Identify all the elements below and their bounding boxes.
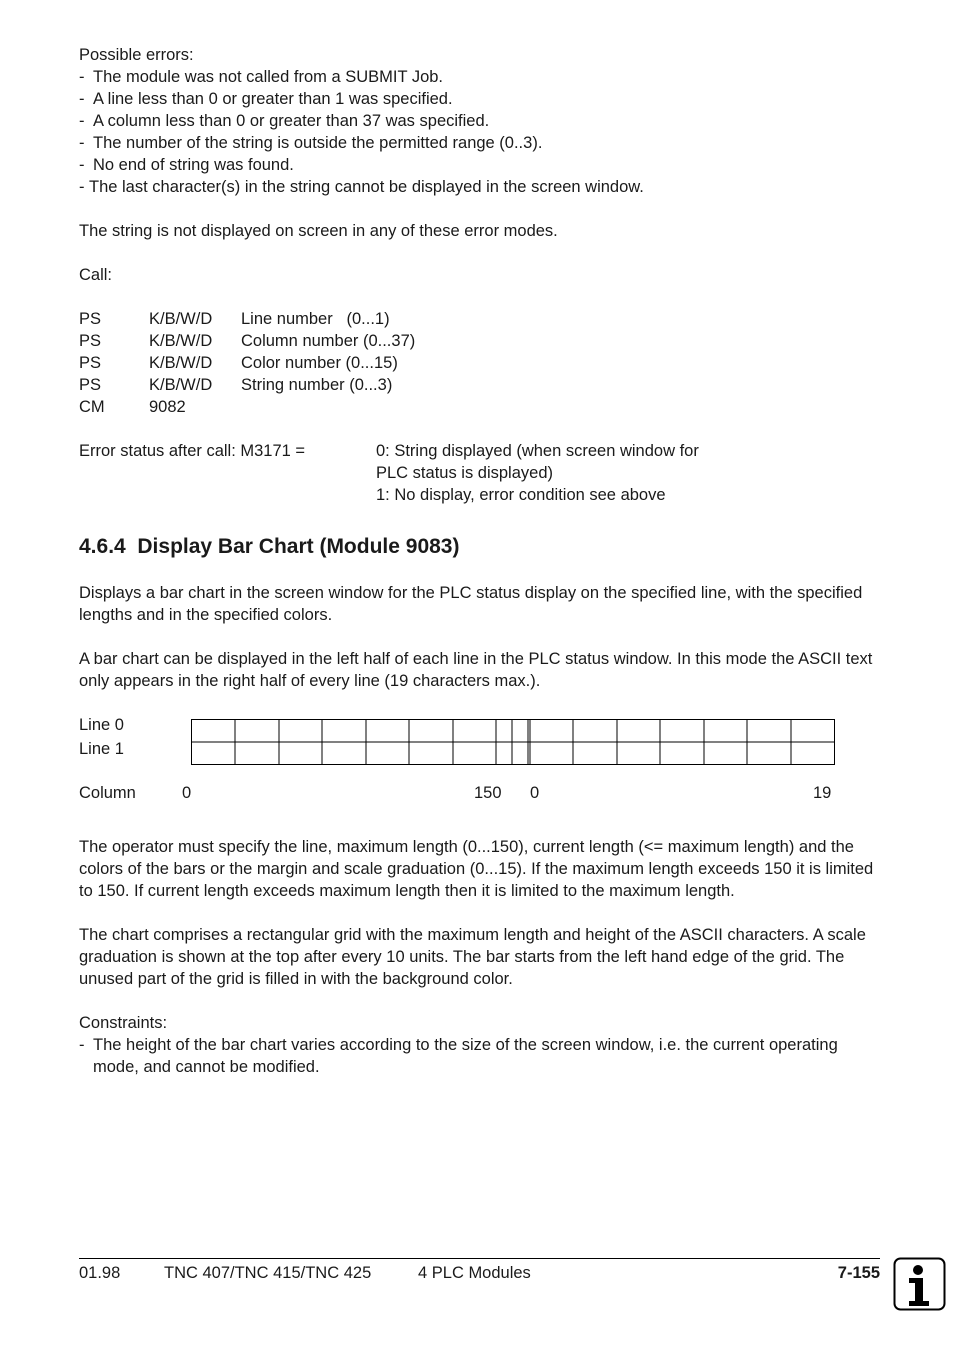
footer-product: TNC 407/TNC 415/TNC 425 — [164, 1264, 372, 1282]
error-status — [79, 440, 879, 506]
error-status-line: 1: No display, error condition see above — [376, 486, 666, 504]
footer-chapter: 4 PLC Modules — [418, 1264, 531, 1282]
error-item: - The number of the string is outside the permitted range (0..3). — [79, 134, 543, 152]
character-grid — [191, 719, 837, 767]
paragraph-half-line: A bar chart can be displayed in the left half of each line in the PLC status window. In this mode the ASCII text only appears in the right half of every line (19 characters max.). — [79, 650, 873, 690]
call-row: PS K/B/W/D String number (0...3) — [79, 376, 393, 394]
call-block — [79, 264, 879, 418]
diagram-tick-0b: 0 — [530, 784, 540, 802]
possible-errors — [79, 44, 879, 242]
diagram-line0-label: Line 0 — [79, 716, 124, 734]
paragraph-grid: The chart comprises a rectangular grid with the maximum length and height of the ASCII characters. A scale graduation is shown at the top after every 10 units. The bar starts from the left hand edge of the grid. The unused part of the grid is filled in with the background color. — [79, 926, 866, 988]
page-number: 7-155 — [837, 1264, 880, 1282]
error-status-line: PLC status is displayed) — [376, 464, 553, 482]
call-row: CM 9082 — [79, 398, 186, 416]
paragraph-operator: The operator must specify the line, maximum length (0...150), current length (<= maximum length) and the colors of the bars or the margin and scale graduation (0...15). If the maximum length exceeds 150 it is limited to 150. If current length exceeds maximum length then it is limited to the maximum length. — [79, 838, 874, 900]
call-row: PS K/B/W/D Line number (0...1) — [79, 310, 390, 328]
footer-date: 01.98 — [79, 1264, 121, 1282]
call-row: PS K/B/W/D Column number (0...37) — [79, 332, 416, 350]
page-footer — [79, 1258, 880, 1282]
error-item: - No end of string was found. — [79, 156, 294, 174]
error-item: - The module was not called from a SUBMIT Job. — [79, 68, 444, 86]
info-icon — [893, 1257, 947, 1313]
errors-note: The string is not displayed on screen in any of these error modes. — [79, 222, 558, 240]
error-status-label: Error status after call: M3171 = — [79, 442, 306, 460]
diagram-line1-label: Line 1 — [79, 740, 124, 758]
error-item: - The last character(s) in the string cannot be displayed in the screen window. — [79, 178, 644, 196]
constraints-title: Constraints: — [79, 1014, 168, 1032]
diagram-tick-0: 0 — [182, 784, 192, 802]
diagram-column-label: Column — [79, 784, 136, 802]
section-heading: 4.6.4 Display Bar Chart (Module 9083) — [79, 535, 460, 558]
call-row: PS K/B/W/D Color number (0...15) — [79, 354, 398, 372]
diagram-tick-19: 19 — [813, 784, 832, 802]
bar-chart-diagram — [79, 714, 879, 814]
diagram-tick-150: 150 — [474, 784, 502, 802]
paragraph-intro: Displays a bar chart in the screen window for the PLC status display on the specified line, with the specified lengths and in the specified colors. — [79, 584, 863, 624]
error-item: - A column less than 0 or greater than 37 was specified. — [79, 112, 490, 130]
error-status-line: 0: String displayed (when screen window for — [376, 442, 699, 460]
page-content — [79, 44, 879, 1078]
constraints — [79, 1012, 879, 1078]
call-title: Call: — [79, 266, 113, 284]
errors-title: Possible errors: — [79, 46, 194, 64]
constraint-item: - The height of the bar chart varies according to the size of the screen window, i.e. the current operating mode, and cannot be modified. — [79, 1036, 838, 1076]
error-item: - A line less than 0 or greater than 1 was specified. — [79, 90, 453, 108]
